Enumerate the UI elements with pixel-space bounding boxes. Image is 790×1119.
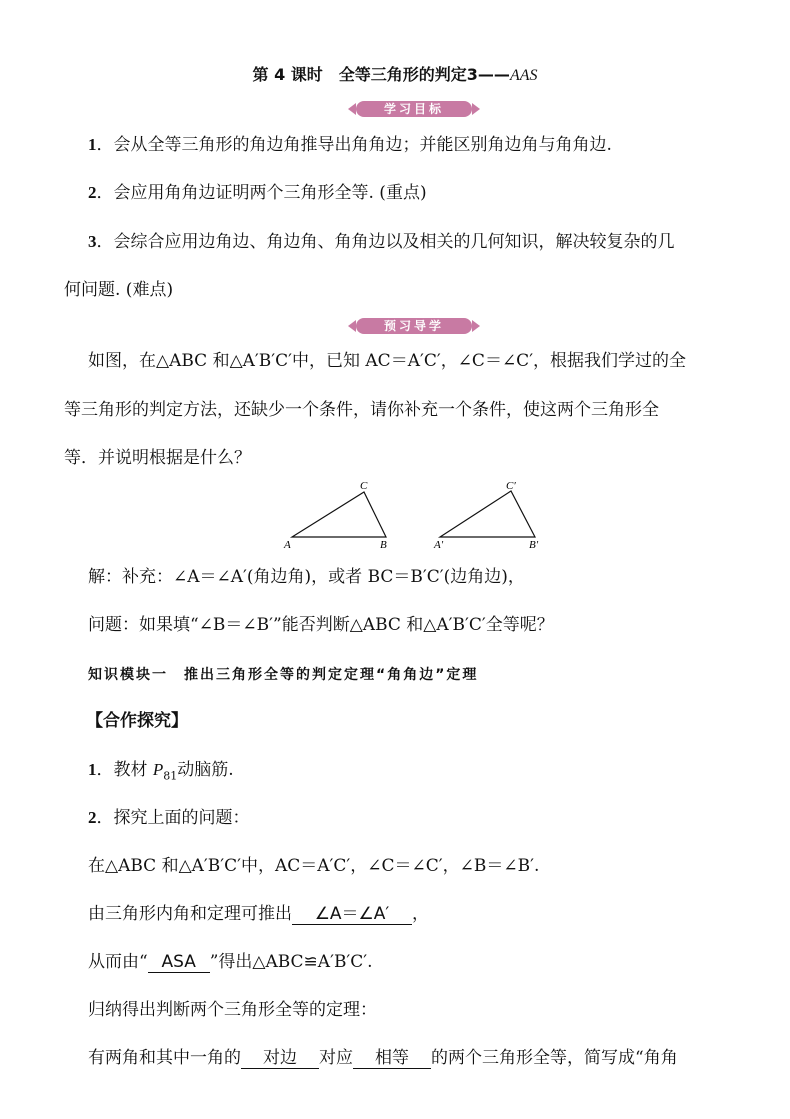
banner-label: 学习目标 xyxy=(383,102,444,116)
section-title: 知识模块一 推出三角形全等的判定定理“角角边”定理 xyxy=(88,667,479,683)
coop-heading: 【合作探究】 xyxy=(86,711,188,731)
label-b-prime: B′ xyxy=(529,539,539,551)
answer-line: 解：补充：∠A＝∠A′(角边角)，或者 BC＝B′C′(边角边)， xyxy=(88,567,525,587)
blank-equal: 相等 xyxy=(353,1048,431,1069)
question-line: 问题：如果填“∠B＝∠B′”能否判断△ABC 和△A′B′C′全等呢？ xyxy=(88,615,554,635)
goal-3-cont: 何问题. (难点) xyxy=(64,280,174,300)
goal-2: 2．会应用角角边证明两个三角形全等. (重点) xyxy=(88,183,427,203)
blank-asa: ASA xyxy=(148,952,210,973)
banner-label: 预习导学 xyxy=(383,319,444,333)
title-abbr: AAS xyxy=(509,67,538,84)
item-1: 1．教材 $P_{81}$动脑筋. xyxy=(88,760,234,783)
goal-1: 1．会从全等三角形的角边角推导出角角边；并能区别角边角与角角边. xyxy=(88,135,612,155)
page-title xyxy=(0,62,790,85)
triangle-a1b1c1 xyxy=(440,491,535,537)
label-c-prime: C′ xyxy=(506,480,516,492)
learning-goals-banner xyxy=(348,100,480,118)
label-c: C xyxy=(360,480,368,492)
triangle-figure xyxy=(270,476,570,556)
preview-line-1: 如图，在△ABC 和△A′B′C′中，已知 AC＝A′C′，∠C＝∠C′，根据我们学过的全 xyxy=(88,351,687,371)
thus-line: 从而由“ ASA ”得出△ABC≌A′B′C′. xyxy=(88,952,373,972)
blank-opposite-side: 对边 xyxy=(241,1048,319,1069)
label-a: A xyxy=(284,539,291,551)
given-line: 在△ABC 和△A′B′C′中，AC＝A′C′，∠C＝∠C′，∠B＝∠B′. xyxy=(88,856,540,876)
preview-line-2: 等三角形的判定方法，还缺少一个条件，请你补充一个条件，使这两个三角形全 xyxy=(64,400,659,420)
banner-arrow-right-icon xyxy=(472,320,480,332)
item-2: 2．探究上面的问题： xyxy=(88,808,250,828)
final-line: 有两角和其中一角的 对边 对应 相等 的两个三角形全等，简写成“角角 xyxy=(88,1048,678,1068)
triangle-abc xyxy=(292,492,386,537)
summary-line: 归纳得出判断两个三角形全等的定理： xyxy=(88,1000,377,1020)
blank-angle: ∠A＝∠A′ xyxy=(292,904,412,925)
goal-3: 3．会综合应用边角边、角边角、角角边以及相关的几何知识，解决较复杂的几 xyxy=(88,232,675,252)
label-a-prime: A′ xyxy=(434,539,444,551)
title-main: 第 4 课时 全等三角形的判定3—— xyxy=(252,65,510,84)
banner-arrow-right-icon xyxy=(472,103,480,115)
preview-line-3: 等．并说明根据是什么？ xyxy=(64,448,251,468)
preview-banner xyxy=(348,317,480,335)
label-b: B xyxy=(380,539,387,551)
derive-line: 由三角形内角和定理可推出 ∠A＝∠A′ ， xyxy=(88,904,429,924)
